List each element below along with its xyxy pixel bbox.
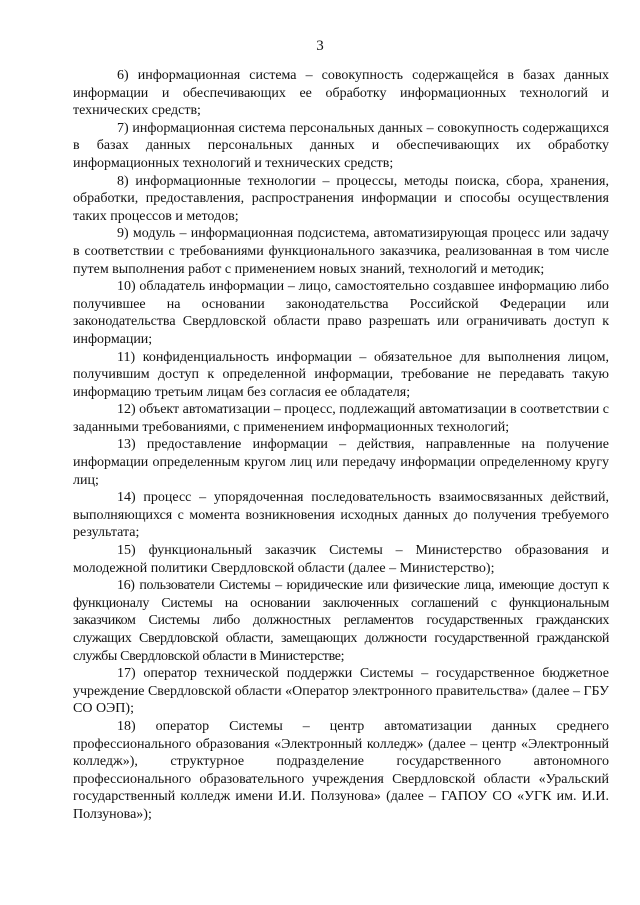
definition-paragraph-11: 11) конфиденциальность информации – обязательное для выполнения лицом, получившим доступ к определенной информации, требование не передавать такую информацию третьим лицам без согласия ее обладателя; bbox=[73, 349, 609, 400]
definition-paragraph-10: 10) обладатель информации – лицо, самостоятельно создавшее информацию либо получившее на основании законодательства Российской Федерации или законодательства Свердловской области право разрешать или ограничивать доступ к информации; bbox=[73, 279, 609, 347]
definition-paragraph-14: 14) процесс – упорядоченная последовательность взаимосвязанных действий, выполняющихся с момента возникновения исходных данных до получения требуемого результата; bbox=[73, 490, 609, 541]
definition-paragraph-9: 9) модуль – информационная подсистема, автоматизирующая процесс или задачу в соответствии с требованиями функционального заказчика, реализованная в том числе путем выполнения работ с применением новых знаний, технологий и методик; bbox=[73, 226, 609, 277]
definition-paragraph-18: 18) оператор Системы – центр автоматизации данных среднего профессионального образования «Электронный колледж» (далее – центр «Электронный колледж»), структурное подразделение государственного автономного профессионального образовательного учреждения Свердловской области «Уральский государственный колледж имени И.И. Ползунова» (далее – ГАПОУ СО «УГК им. И.И. Ползунова»); bbox=[73, 718, 609, 822]
definition-paragraph-12: 12) объект автоматизации – процесс, подлежащий автоматизации в соответствии с заданными требованиями, с применением информационных технологий; bbox=[73, 402, 609, 435]
definition-paragraph-8: 8) информационные технологии – процессы, методы поиска, сбора, хранения, обработки, предоставления, распространения информации и способы осуществления таких процессов и методов; bbox=[73, 173, 609, 224]
definition-paragraph-7: 7) информационная система персональных данных – совокупность содержащихся в базах данных персональных данных и обеспечивающих их обработку информационных технологий и технических средств; bbox=[73, 120, 609, 171]
definition-paragraph-15: 15) функциональный заказчик Системы – Министерство образования и молодежной политики Свердловской области (далее – Министерство); bbox=[73, 543, 609, 576]
definition-paragraph-17: 17) оператор технической поддержки Системы – государственное бюджетное учреждение Свердловской области «Оператор электронного правительства» (далее – ГБУ СО ОЭП); bbox=[73, 666, 610, 717]
document-body bbox=[73, 67, 609, 824]
definition-paragraph-16: 16) пользователи Системы – юридические или физические лица, имеющие доступ к функционалу Системы на основании заключенных соглашений с функциональным заказчиком Системы либо должностных регламентов государственных гражданских служащих Свердловской области, замещающих должности государственной гражданской службы Свердловской области в Министерстве; bbox=[73, 578, 609, 664]
definition-paragraph-6: 6) информационная система – совокупность содержащейся в базах данных информации и обеспечивающих ее обработку информационных технологий и технических средств; bbox=[73, 68, 609, 119]
page-number: 3 bbox=[316, 38, 324, 54]
definition-paragraph-13: 13) предоставление информации – действия, направленные на получение информации определенным кругом лиц или передачу информации определенному кругу лиц; bbox=[73, 437, 609, 488]
